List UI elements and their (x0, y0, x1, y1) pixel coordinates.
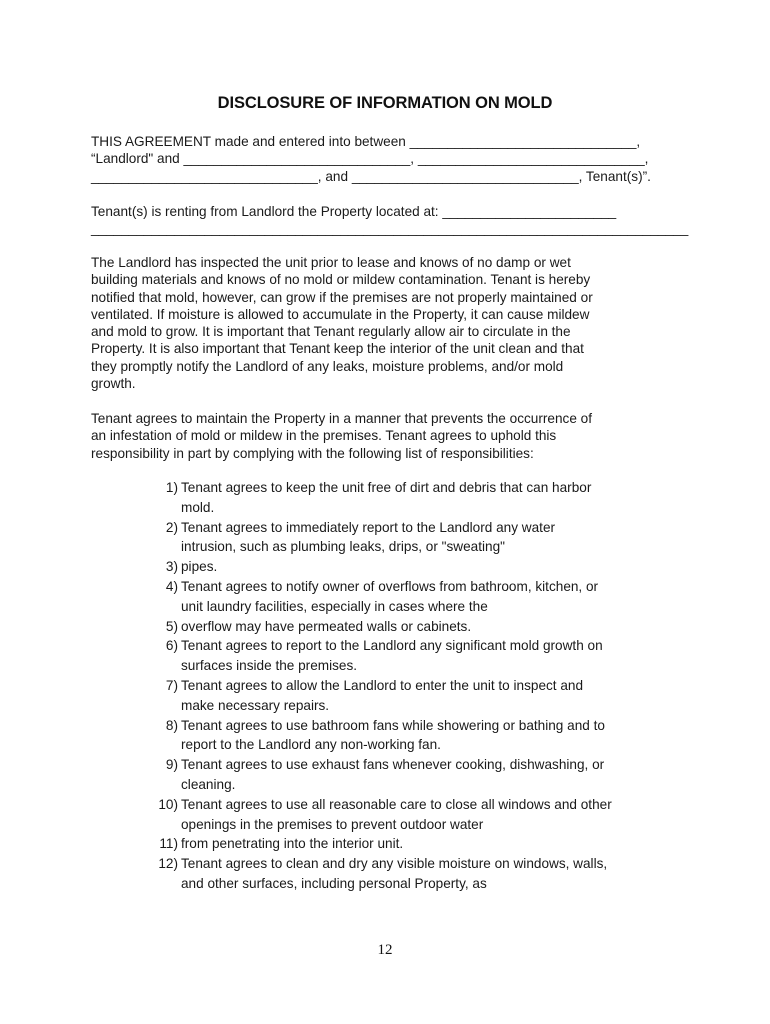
responsibility-text: unit laundry facilities, especially in cases where the (181, 598, 488, 614)
responsibility-item (150, 755, 680, 795)
agreement-intro (91, 133, 681, 185)
maintenance-paragraph (91, 410, 681, 462)
inspection-paragraph (91, 254, 681, 392)
property-location (91, 203, 689, 238)
responsibility-text: Tenant agrees to immediately report to the Landlord any water (181, 519, 556, 535)
list-number: 1) (165, 480, 178, 495)
list-number: 6) (165, 638, 178, 654)
intro-line: “Landlord" and ______________________________, ______________________________, (91, 151, 649, 167)
intro-line: THIS AGREEMENT made and entered into between ______________________________, (91, 134, 641, 149)
responsibility-text: Tenant agrees to keep the unit free of dirt and debris that can harbor (181, 480, 592, 495)
renting-line: _______________________________________________________________________________ (91, 221, 689, 237)
document-title: DISCLOSURE OF INFORMATION ON MOLD (217, 94, 553, 112)
responsibilities-list (150, 478, 680, 894)
list-number: 8) (165, 717, 178, 733)
paragraph-line: responsibility in part by complying with the following list of responsibilities: (91, 445, 534, 461)
paragraph-line: and mold to grow. It is important that Tenant regularly allow air to circulate in the (91, 324, 571, 340)
responsibility-text: cleaning. (181, 776, 236, 792)
responsibility-text: Tenant agrees to allow the Landlord to enter the unit to inspect and (181, 677, 584, 693)
responsibility-item (150, 795, 680, 835)
responsibility-text: Tenant agrees to use all reasonable care to close all windows and other (181, 796, 612, 812)
responsibility-text: Tenant agrees to use bathroom fans while showering or bathing and to (181, 717, 605, 733)
paragraph-line: building materials and knows of no mold or mildew contamination. Tenant is hereby (91, 272, 591, 288)
responsibility-text: Tenant agrees to report to the Landlord any significant mold growth on (181, 638, 603, 654)
responsibility-text: Tenant agrees to clean and dry any visible moisture on windows, walls, (181, 856, 608, 872)
paragraph-line: ventilated. If moisture is allowed to accumulate in the Property, it can cause mildew (91, 306, 590, 322)
list-number: 3) (165, 559, 178, 575)
paragraph-line: an infestation of mold or mildew in the premises. Tenant agrees to uphold this (91, 428, 557, 444)
responsibility-text: surfaces inside the premises. (181, 658, 358, 674)
renting-line: Tenant(s) is renting from Landlord the Property located at: _______________________ (91, 204, 617, 219)
paragraph-line: Tenant agrees to maintain the Property in a manner that prevents the occurrence of (91, 411, 592, 426)
list-number: 7) (165, 677, 178, 693)
responsibility-item (150, 854, 680, 894)
responsibility-text: and other surfaces, including personal Property, as (181, 875, 487, 891)
responsibility-item (150, 577, 680, 617)
responsibility-item (150, 636, 680, 676)
list-number: 2) (165, 519, 178, 535)
responsibility-item (150, 716, 680, 756)
responsibility-item (150, 478, 680, 518)
responsibility-text: overflow may have permeated walls or cabinets. (181, 618, 472, 634)
responsibility-item (150, 834, 680, 854)
responsibility-text: make necessary repairs. (181, 697, 330, 713)
list-number: 9) (165, 757, 178, 773)
responsibility-text: openings in the premises to prevent outdoor water (181, 816, 484, 832)
paragraph-line: Property. It is also important that Tenant keep the interior of the unit clean and that (91, 341, 584, 357)
responsibility-item (150, 518, 680, 558)
responsibility-text: mold. (181, 499, 215, 515)
list-number: 4) (165, 578, 178, 594)
responsibility-item (150, 557, 680, 577)
paragraph-line: notified that mold, however, can grow if the premises are not properly maintained or (91, 289, 593, 305)
intro-line: ______________________________, and ______________________________, Tenant(s)”. (91, 168, 651, 184)
paragraph-line: they promptly notify the Landlord of any leaks, moisture problems, and/or mold (91, 358, 564, 374)
page-number: 12 (377, 942, 393, 958)
responsibility-text: Tenant agrees to notify owner of overflows from bathroom, kitchen, or (181, 578, 599, 594)
responsibility-text: pipes. (181, 559, 218, 575)
responsibility-text: from penetrating into the interior unit. (181, 836, 404, 852)
responsibility-text: report to the Landlord any non-working fan. (181, 737, 441, 753)
paragraph-line: growth. (91, 376, 136, 392)
paragraph-line: The Landlord has inspected the unit prior to lease and knows of no damp or wet (91, 255, 571, 270)
list-number: 5) (165, 618, 178, 634)
responsibility-text: intrusion, such as plumbing leaks, drips, or "sweating" (181, 539, 505, 555)
responsibility-item (150, 676, 680, 716)
list-number: 10) (158, 796, 178, 812)
list-number: 12) (158, 856, 178, 872)
responsibility-item (150, 617, 680, 637)
responsibility-text: Tenant agrees to use exhaust fans whenever cooking, dishwashing, or (181, 757, 605, 773)
list-number: 11) (159, 836, 178, 852)
